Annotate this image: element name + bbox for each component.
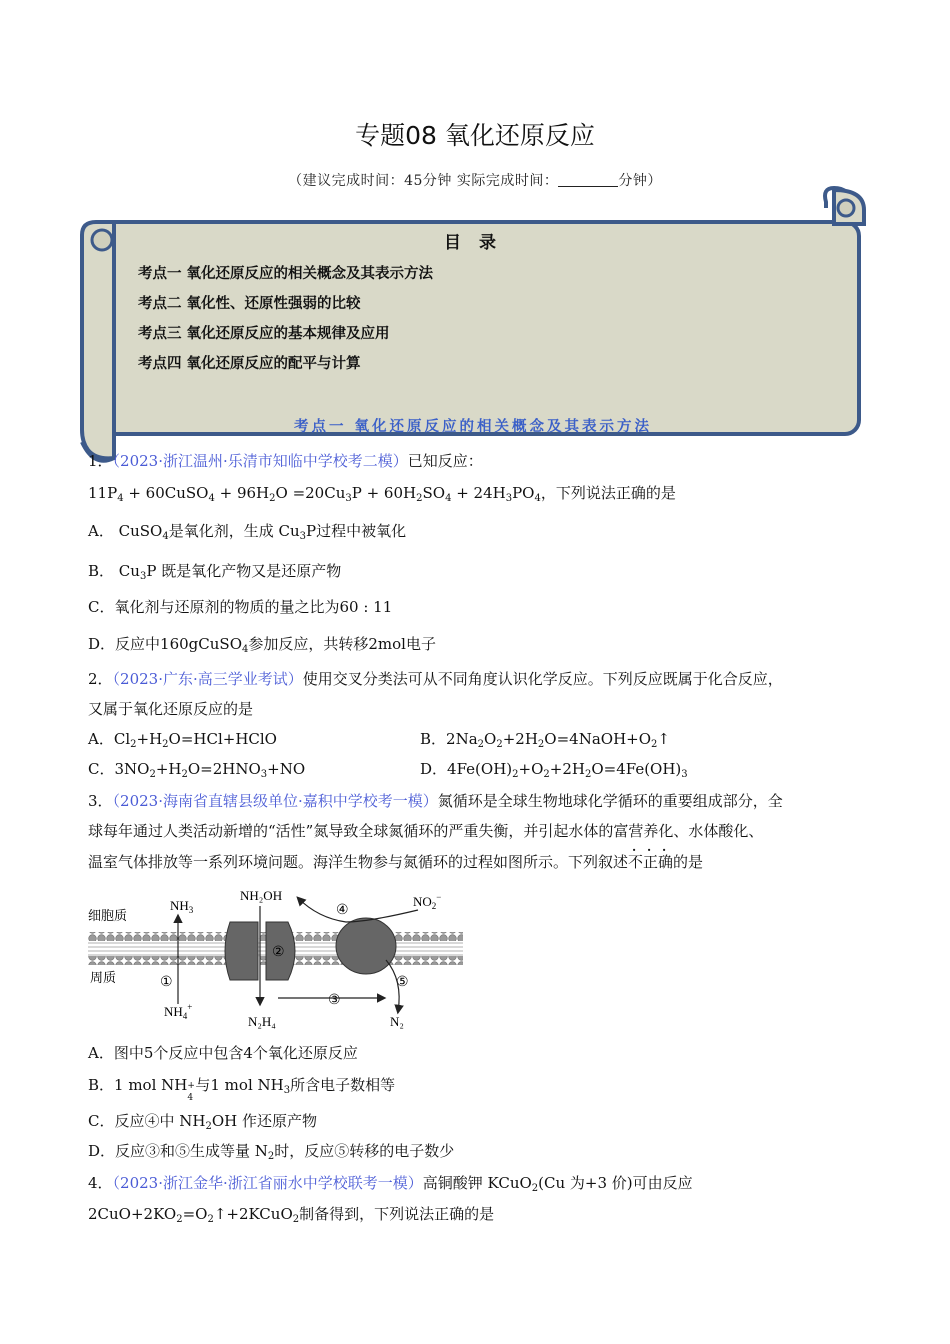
q2-stem-1: 2．（2023·广东·高三学业考试）使用交叉分类法可从不同角度认识化学反应。下列反应既属于化合反应， (88, 670, 783, 688)
circle-3: ③ (328, 992, 341, 1008)
q3-option-a[interactable]: A．图中5个反应中包含4个氧化还原反应 (88, 1044, 358, 1062)
circle-5: ⑤ (396, 974, 409, 990)
page-title: 专题08 氧化还原反应 (355, 121, 595, 150)
q2-option-d[interactable]: D．$4Fe(OH)_2+O_2+2H_2O=4Fe(OH)_3$ (420, 760, 688, 780)
q3-option-c[interactable]: C．反应④中 $NH_2OH$ 作还原产物 (88, 1112, 317, 1132)
q1-option-a[interactable]: A． CuSO$_4$是氧化剂，生成 $Cu_3P$过程中被氧化 (88, 522, 407, 542)
toc-title: 目 录 (444, 233, 502, 253)
q4-source: （2023·浙江金华·浙江省丽水中学校联考一模） (112, 1174, 423, 1192)
nitrogen-cycle-figure (88, 880, 468, 1030)
q1-option-d[interactable]: D．反应中160gCuSO$_4$参加反应，共转移2mol电子 (88, 635, 436, 655)
circle-1: ① (160, 974, 173, 990)
toc-item-4[interactable]: 考点四 氧化还原反应的配平与计算 (138, 356, 361, 372)
label-n2: N₂ (390, 1014, 404, 1029)
circle-4: ④ (336, 902, 349, 918)
label-nh4: $NH_4^+$ (164, 1002, 193, 1021)
emphasis-not-correct: 不正确 · · · (628, 843, 674, 871)
toc-item-1[interactable]: 考点一 氧化还原反应的相关概念及其表示方法 (138, 266, 434, 282)
q1-option-c[interactable]: C．氧化剂与还原剂的物质的量之比为60 : 11 (88, 598, 393, 616)
q1-option-b[interactable]: B． $Cu_3P$ 既是氧化产物又是还原产物 (88, 562, 342, 582)
section-heading: 考点一 氧化还原反应的相关概念及其表示方法 (293, 419, 653, 435)
q3-option-b[interactable]: B．1 mol NH + 4 与1 mol $NH_3$所含电子数相等 (88, 1076, 396, 1103)
q2-stem-2: 又属于氧化还原反应的是 (88, 700, 254, 718)
q3-source: （2023·海南省直辖县级单位·嘉积中学校考一模） (112, 792, 438, 810)
q3-option-d[interactable]: D．反应③和⑤生成等量 $N_2$时，反应⑤转移的电子数少 (88, 1142, 455, 1162)
toc-item-3[interactable]: 考点三 氧化还原反应的基本规律及应用 (138, 326, 390, 342)
q2-option-c[interactable]: C．$3NO_2+H_2O=2HNO_3+NO$ (88, 760, 306, 780)
q3-stem-1: 3．（2023·海南省直辖县级单位·嘉积中学校考一模）氮循环是全球生物地球化学循环的重要组成部分，全 (88, 792, 783, 810)
q1-stem: 1．（2023·浙江温州·乐清市知临中学校考二模）已知反应： (88, 452, 483, 470)
label-no2: $NO_2^-$ (413, 892, 442, 911)
label-n2h4: N₂H₄ (248, 1014, 276, 1029)
q4-stem-1: 4．（2023·浙江金华·浙江省丽水中学校联考一模）高铜酸钾 KCuO$_2$(Cu 为+3 价)可由反应 (88, 1174, 693, 1194)
q3-stem-2: 球每年通过人类活动新增的“活性”氮导致全球氮循环的严重失衡，并引起水体的富营养化、水体酸化、 (88, 822, 764, 840)
q2-option-b[interactable]: B．$2Na_2O_2+2H_2O=4NaOH+O_2↑$ (420, 730, 670, 750)
label-nh3: $NH_3$ (170, 898, 194, 915)
q2-source: （2023·广东·高三学业考试） (112, 670, 303, 688)
label-nh2oh: NH₂OH (240, 888, 283, 903)
toc-item-2[interactable]: 考点二 氧化性、还原性强弱的比较 (138, 296, 361, 312)
q1-equation: $11P_4$ + 60CuSO$_4$ + $96H_2O =20Cu_3P + 60H_2SO_4 + 24H_3PO_4$，下列说法正确的是 (88, 484, 676, 504)
q1-source: （2023·浙江温州·乐清市知临中学校考二模） (112, 452, 408, 470)
q4-stem-2: $2CuO+2KO_2=O_2↑+2KCuO_2$制备得到，下列说法正确的是 (88, 1205, 495, 1225)
q3-stem-3: 温室气体排放等一系列环境问题。海洋生物参与氮循环的过程如图所示。下列叙述不正确 · · · 的是 (88, 843, 704, 871)
label-periplasm: 周质 (90, 970, 117, 985)
circle-2: ② (272, 944, 285, 960)
q2-option-a[interactable]: A．$Cl_2+H_2O=HCl+HClO$ (88, 730, 277, 750)
label-cytoplasm: 细胞质 (88, 908, 128, 923)
time-suggestion: （建议完成时间：45分钟 实际完成时间： 分钟） (288, 173, 662, 189)
